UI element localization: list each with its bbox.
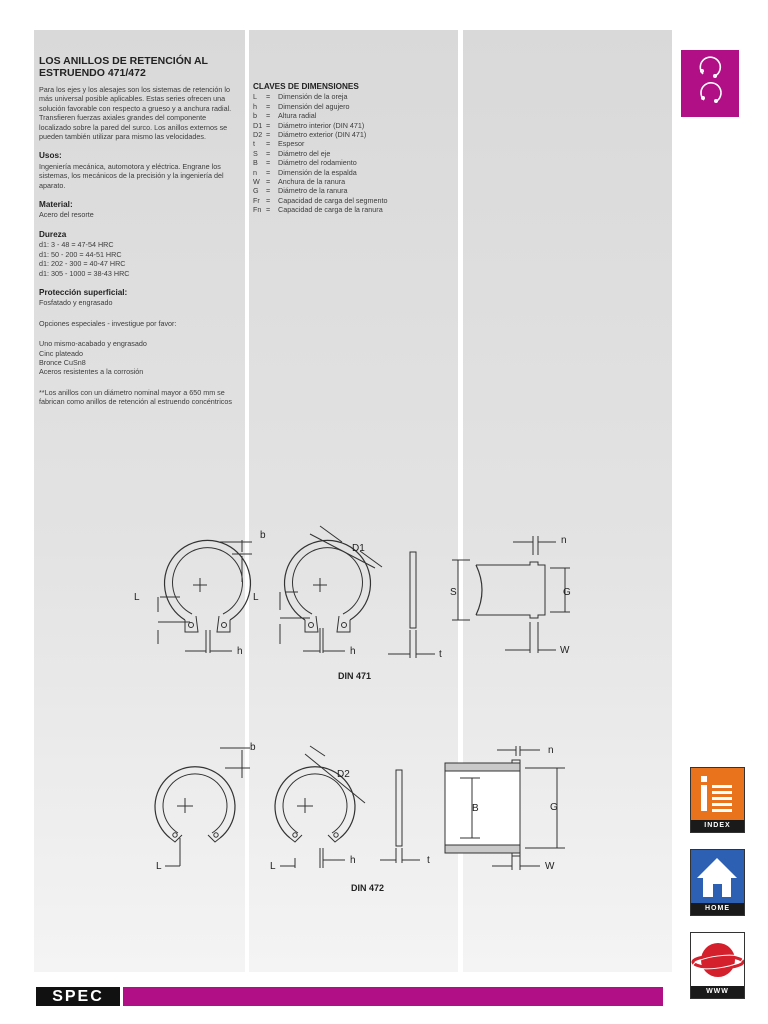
- label-D1: D1: [352, 543, 365, 554]
- key-row: S = Diámetro del eje: [253, 148, 331, 158]
- usos-heading: Usos:: [39, 151, 62, 161]
- key-row: h = Dimensión del agujero: [253, 101, 350, 111]
- opciones-line: Cinc plateado: [39, 348, 83, 358]
- usos-text: Ingeniería mecánica, automotora y eléctrica. Engrane los sistemas, los mecánicos de la precisión y la ingeniería del aparato.: [39, 161, 224, 190]
- spec-logo: SPEC: [36, 987, 120, 1006]
- key-row: t = Espesor: [253, 139, 305, 149]
- label-n: n: [561, 535, 567, 546]
- key-row: Fr = Capacidad de carga del segmento: [253, 195, 388, 205]
- dureza-heading: Dureza: [39, 229, 67, 239]
- home-button[interactable]: [690, 849, 745, 916]
- dureza-line: d1: 305 - 1000 = 38-43 HRC: [39, 268, 130, 278]
- home-icon: [691, 850, 744, 903]
- proteccion-text: Fosfatado y engrasado: [39, 298, 113, 308]
- label-n: n: [548, 745, 554, 756]
- index-label: INDEX: [691, 820, 744, 832]
- index-icon: [691, 768, 744, 820]
- din471-diagram: [120, 520, 590, 670]
- din472-diagram: [120, 738, 590, 878]
- claves-heading: CLAVES DE DIMENSIONES: [253, 82, 359, 91]
- key-row: W = Anchura de la ranura: [253, 177, 346, 187]
- label-h: h: [350, 646, 356, 657]
- label-L: L: [253, 592, 259, 603]
- dureza-line: d1: 202 - 300 = 40-47 HRC: [39, 259, 126, 269]
- key-row: b = Altura radial: [253, 111, 317, 121]
- page-title: LOS ANILLOS DE RETENCIÓN AL ESTRUENDO 471/472: [39, 55, 208, 79]
- label-t: t: [427, 855, 430, 866]
- material-heading: Material:: [39, 200, 73, 210]
- dureza-line: d1: 50 - 200 = 44-51 HRC: [39, 249, 122, 259]
- label-h: h: [350, 855, 356, 866]
- key-row: G = Diámetro de la ranura: [253, 186, 348, 196]
- label-G: G: [563, 587, 571, 598]
- label-t: t: [439, 649, 442, 660]
- key-row: D1 = Diámetro interior (DIN 471): [253, 120, 365, 130]
- label-W: W: [560, 645, 570, 656]
- opciones-line: Aceros resistentes a la corrosión: [39, 367, 144, 377]
- material-text: Acero del resorte: [39, 210, 94, 220]
- label-L: L: [156, 861, 162, 872]
- retaining-rings-icon: [681, 50, 739, 117]
- key-row: B = Diámetro del rodamiento: [253, 158, 357, 168]
- label-W: W: [545, 861, 555, 872]
- intro-text: Para los ejes y los alesajes son los sistemas de retención lo más universal posible aplicables. Estas series ofrecen una solución favorable con respecto a grueso y a anchura radial. Transfieren fuerzas axiales grandes del componente localizado sobre la pared del surco. Los anillos externos se pueden también utilizar para mismo las velocidades.: [39, 85, 232, 142]
- label-h: h: [237, 646, 243, 657]
- www-label: WWW: [691, 986, 744, 998]
- din471-caption: DIN 471: [338, 671, 372, 681]
- label-G: G: [550, 802, 558, 813]
- note-text: **Los anillos con un diámetro nominal mayor a 650 mm se fabrican como anillos de retención al estruendo concéntricos: [39, 387, 232, 407]
- proteccion-heading: Protección superficial:: [39, 287, 128, 297]
- key-row: n = Dimensión de la espalda: [253, 167, 357, 177]
- label-S: S: [450, 587, 457, 598]
- key-row: Fn = Capacidad de carga de la ranura: [253, 205, 383, 215]
- opciones-intro: Opciones especiales - investigue por favor:: [39, 318, 177, 328]
- globe-icon: [691, 933, 744, 986]
- label-b: b: [250, 742, 256, 753]
- dimension-keys: [253, 82, 453, 215]
- keys-list: [253, 92, 453, 214]
- label-B: B: [472, 803, 479, 814]
- www-button[interactable]: [690, 932, 745, 999]
- label-L: L: [134, 592, 140, 603]
- label-D2: D2: [337, 769, 350, 780]
- opciones-line: Uno mismo-acabado y engrasado: [39, 339, 147, 349]
- label-L: L: [270, 861, 276, 872]
- left-text-block: [39, 55, 239, 407]
- key-row: D2 = Diámetro exterior (DIN 471): [253, 130, 367, 140]
- home-label: HOME: [691, 903, 744, 915]
- index-button[interactable]: [690, 767, 745, 833]
- din472-caption: DIN 472: [351, 883, 385, 893]
- dureza-line: d1: 3 - 48 = 47-54 HRC: [39, 240, 114, 250]
- label-b: b: [260, 530, 266, 541]
- key-row: L = Dimensión de la oreja: [253, 92, 348, 102]
- opciones-line: Bronce CuSn8: [39, 357, 86, 367]
- brand-tab: [681, 50, 739, 117]
- footer-bar: [123, 987, 663, 1006]
